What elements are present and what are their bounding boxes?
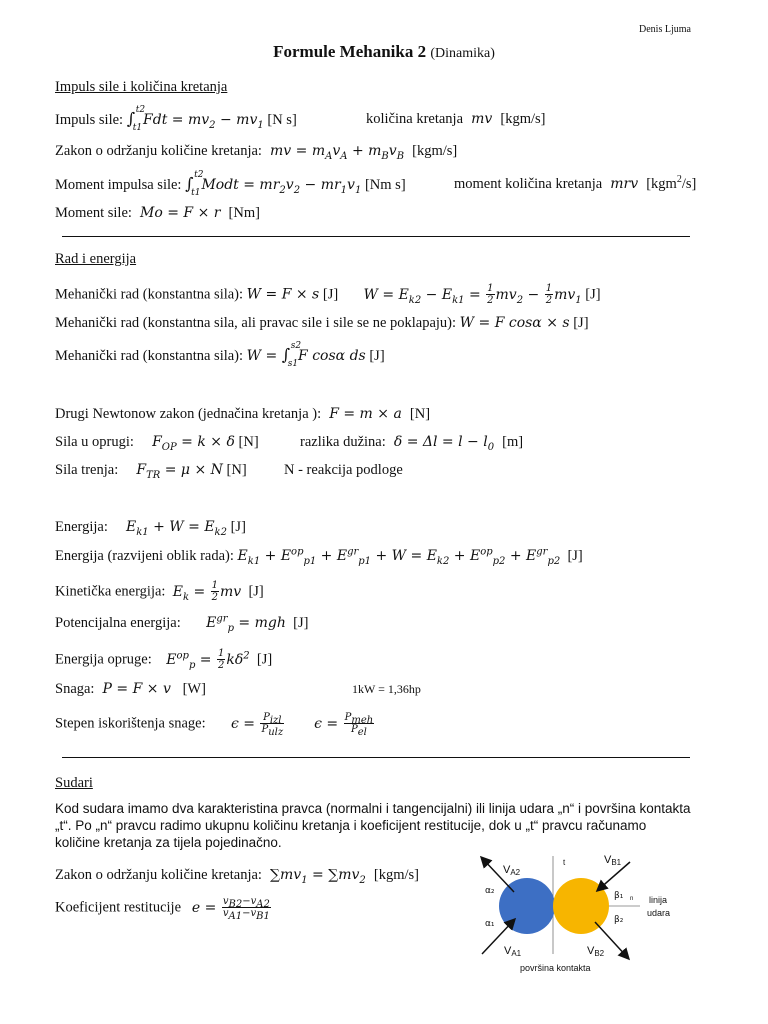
label-n-axis: n bbox=[630, 896, 634, 902]
snaga-note: 1kW = 1,36hp bbox=[352, 682, 421, 696]
formula-potencijalna: Potencijalna energija: $E^{gr}_p$ = mgh [J] bbox=[55, 613, 309, 634]
title-main: Formule Mehanika 2 bbox=[273, 42, 427, 61]
ball-a bbox=[499, 878, 555, 934]
author: Denis Ljuma bbox=[639, 24, 691, 35]
formula-snaga: Snaga: P = F × v [W] bbox=[55, 681, 206, 697]
section-heading-sudari: Sudari bbox=[55, 775, 93, 791]
formula-moment-impulsa: Moment impulsa sile: ∫ t2 t1 Modt = $mr_2v_2 - mr_1v_1$ [Nm s] bbox=[55, 170, 406, 198]
formula-sudari-zakon: Zakon o održanju količine kretanja: $\sum mv_1 = \sum mv_2$ [kgm/s] bbox=[55, 867, 419, 886]
collision-diagram bbox=[470, 846, 690, 976]
section-heading-impuls: Impuls sile i količina kretanja bbox=[55, 79, 228, 95]
formula-moment-kolicina: moment količina kretanja mrv [kgm$^2$/s] bbox=[454, 174, 697, 192]
sudari-paragraph: Kod sudara imamo dva karakteristina pravca (normalni i tangencijalni) ili linija udara „n“ i površina kontakta „t“. Po „n“ pravcu radimo ukupnu količinu kretanja i koeficijent restitucije, dok u „t“ pravcu računamo količine kretanja za tijela pojedinačno. bbox=[55, 801, 691, 850]
formula-energija-razvijeni: Energija (razvijeni oblik rada): $E_{k1} + E^{op}_{p1} + E^{gr}_{p1} + W = E_{k2} + E^{op}_{p2} + E^{gr}_{p2}$ [J] bbox=[55, 546, 583, 567]
formula-sila-opruga: Sila u oprugi: $F_{OP} = k \times \delta$ [N] bbox=[55, 434, 259, 453]
formula-stepen: Stepen iskorištenja snage: ϵ = $\frac{P_{izl}}{P_{ulz}}$ ϵ = $\frac{P_{meh}}{P_{el}}$ bbox=[55, 712, 374, 738]
title-sub: (Dinamika) bbox=[430, 46, 495, 61]
formula-rad-2: Mehanički rad (konstantna sila, ali pravac sile i sile se ne poklapaju): W = F cosα × s [J] bbox=[55, 315, 589, 331]
label-vb2: VB2 bbox=[587, 945, 605, 958]
formula-koeficijent: Koeficijent restitucije e = $\frac{v_{B2}-v_{A2}}{v_{A1}-v_{B1}}$ bbox=[55, 896, 270, 922]
formula-energija: Energija: $E_{k1} + W = E_{k2}$ [J] bbox=[55, 519, 246, 538]
formula-moment-sile: Moment sile: Mo = F × r [Nm] bbox=[55, 205, 260, 221]
formula-razlika-duzina: razlika dužina: $\delta = \Delta l = l - l_0$ [m] bbox=[300, 434, 524, 453]
formula-rad-1: Mehanički rad (konstantna sila): W = F × s [J] $W = E_{k2} - E_{k1}$ = $\frac{1}{2}$ $mv_2$ − $\frac{1}{2}$ $mv_1$ [J] bbox=[55, 283, 601, 306]
divider-2 bbox=[62, 757, 690, 758]
label-va2: VA2 bbox=[503, 864, 521, 877]
formula-impuls-sile: Impuls sile: ∫ t2 t1 Fdt = $mv_2 - mv_1$ [N s] bbox=[55, 105, 297, 133]
label-alpha2: α₂ bbox=[485, 886, 495, 896]
ball-b bbox=[553, 878, 609, 934]
formula-sila-trenja: Sila trenja: $F_{TR} = \mu \times N$ [N] bbox=[55, 462, 247, 481]
formula-rad-3: Mehanički rad (konstantna sila): W = ∫ s2 s1 F cosα ds [J] bbox=[55, 341, 385, 369]
formula-kineticka: Kinetička energija: $E_k$ = $\frac{1}{2}$ mv [J] bbox=[55, 580, 264, 603]
page-title bbox=[0, 42, 768, 62]
section-heading-rad: Rad i energija bbox=[55, 251, 137, 267]
formula-opruge: Energija opruge: $E^{op}_p$ = $\frac{1}{2}$ $k\delta^2$ [J] bbox=[55, 648, 273, 671]
label-alpha1: α₁ bbox=[485, 919, 495, 929]
label-linija: linija bbox=[649, 895, 668, 905]
label-kontakt: površina kontakta bbox=[520, 963, 591, 973]
divider-1 bbox=[62, 236, 690, 237]
formula-kolicina-kretanja: količina kretanja mv [kgm/s] bbox=[366, 111, 546, 127]
label-va1: VA1 bbox=[504, 945, 522, 958]
formula-newton: Drugi Newtonow zakon (jednačina kretanja ): F = m × a [N] bbox=[55, 406, 431, 422]
trenje-note: N - reakcija podloge bbox=[284, 462, 403, 478]
label-t-axis: t bbox=[563, 858, 566, 867]
label-beta2: β₂ bbox=[614, 915, 624, 925]
formula-zakon-odrzanja: Zakon o održanju količine kretanja: mv = $m_Av_A + m_Bv_B$ [kgm/s] bbox=[55, 143, 458, 162]
label-beta1: β₁ bbox=[614, 891, 624, 901]
label-udara: udara bbox=[647, 908, 671, 918]
label-vb1: VB1 bbox=[604, 854, 622, 867]
